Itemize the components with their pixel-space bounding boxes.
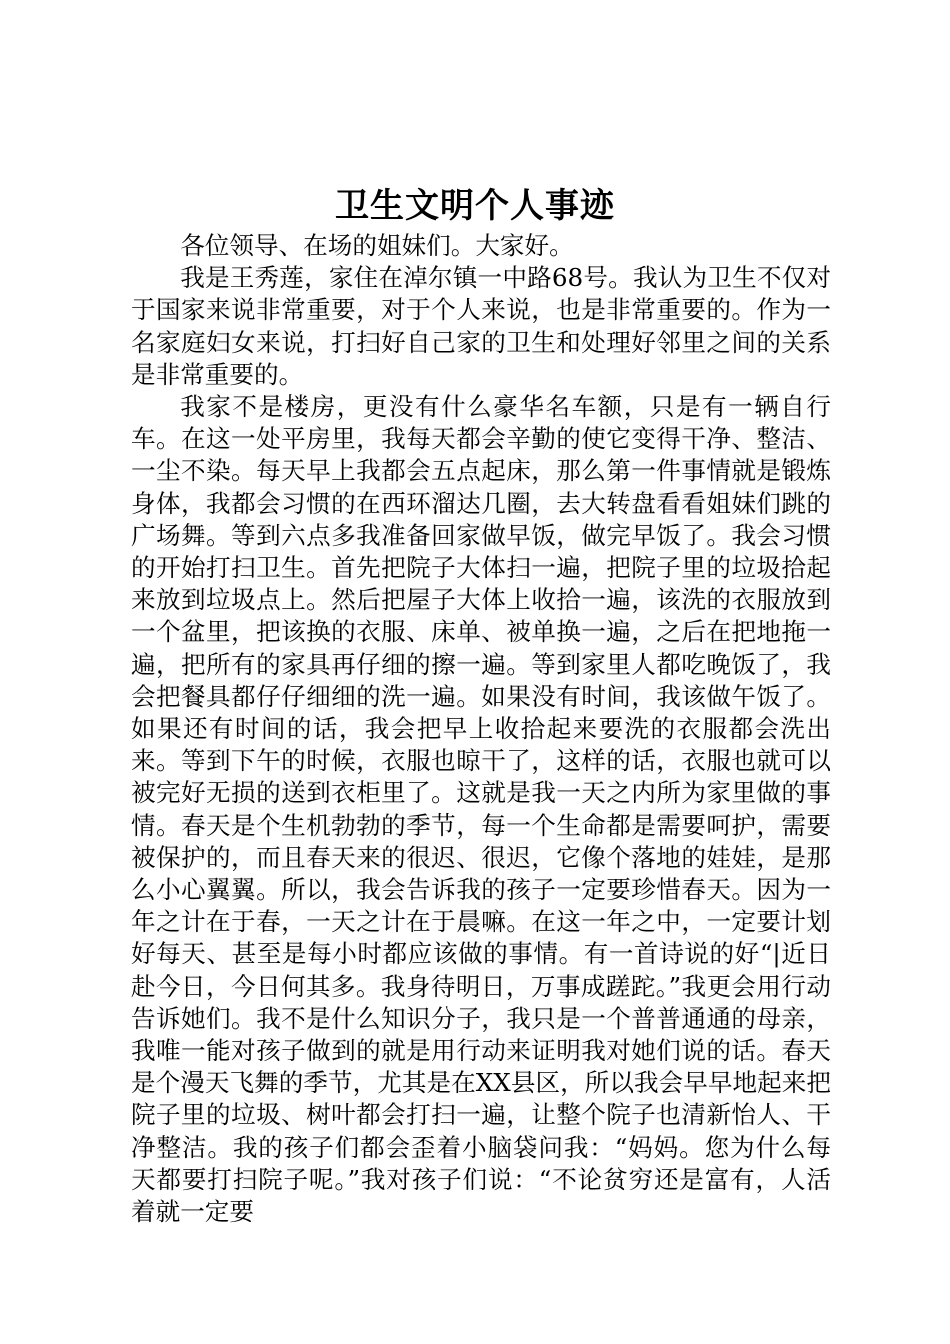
document-title: 卫生文明个人事迹 — [335, 186, 615, 226]
paragraph-introduction: 我是王秀莲，家住在淖尔镇一中路68号。我认为卫生不仅对于国家来说非常重要，对于个人来说，也是非常重要的。作为一名家庭妇女来说，打扫好自己家的卫生和处理好邻里之间的关系是非常重要的。 — [131, 263, 831, 389]
paragraph-greeting: 各位领导、在场的姐妹们。大家好。 — [180, 231, 574, 260]
document-body — [131, 230, 831, 1228]
paragraph-daily-routine: 我家不是楼房，更没有什么豪华名车额，只是有一辆自行车。在这一处平房里，我每天都会辛勤的使它变得干净、整洁、一尘不染。每天早上我都会五点起床，那么第一件事情就是锻炼身体，我都会习惯的在西环溜达几圈，去大转盘看看姐妹们跳的广场舞。等到六点多我准备回家做早饭，做完早饭了。我会习惯的开始打扫卫生。首先把院子大体扫一遍，把院子里的垃圾拾起来放到垃圾点上。然后把屋子大体上收拾一遍，该洗的衣服放到一个盆里，把该换的衣服、床单、被单换一遍，之后在把地拖一遍，把所有的家具再仔细的擦一遍。等到家里人都吃晚饭了，我会把餐具都仔仔细细的洗一遍。如果没有时间，我该做午饭了。如果还有时间的话，我会把早上收拾起来要洗的衣服都会洗出来。等到下午的时候，衣服也晾干了，这样的话，衣服也就可以被完好无损的送到衣柜里了。这就是我一天之内所为家里做的事情。春天是个生机勃勃的季节，每一个生命都是需要呵护，需要被保护的，而且春天来的很迟、很迟，它像个落地的娃娃，是那么小心翼翼。所以，我会告诉我的孩子一定要珍惜春天。因为一年之计在于春，一天之计在于晨嘛。在这一年之中，一定要计划好每天、甚至是每小时都应该做的事情。有一首诗说的好“|近日赴今日，今日何其多。我身待明日，万事成蹉跎。”我更会用行动告诉她们。我不是什么知识分子，我只是一个普普通通的母亲，我唯一能对孩子做到的就是用行动来证明我对她们说的话。春天是个漫天飞舞的季节，尤其是在XX县区，所以我会早早地起来把院子里的垃圾、树叶都会打扫一遍，让整个院子也清新怡人、干净整洁。我的孩子们都会歪着小脑袋问我：“妈妈。您为什么每天都要打扫院子呢。”我对孩子们说：“不论贫穷还是富有，人活着就一定要 — [131, 392, 831, 1227]
